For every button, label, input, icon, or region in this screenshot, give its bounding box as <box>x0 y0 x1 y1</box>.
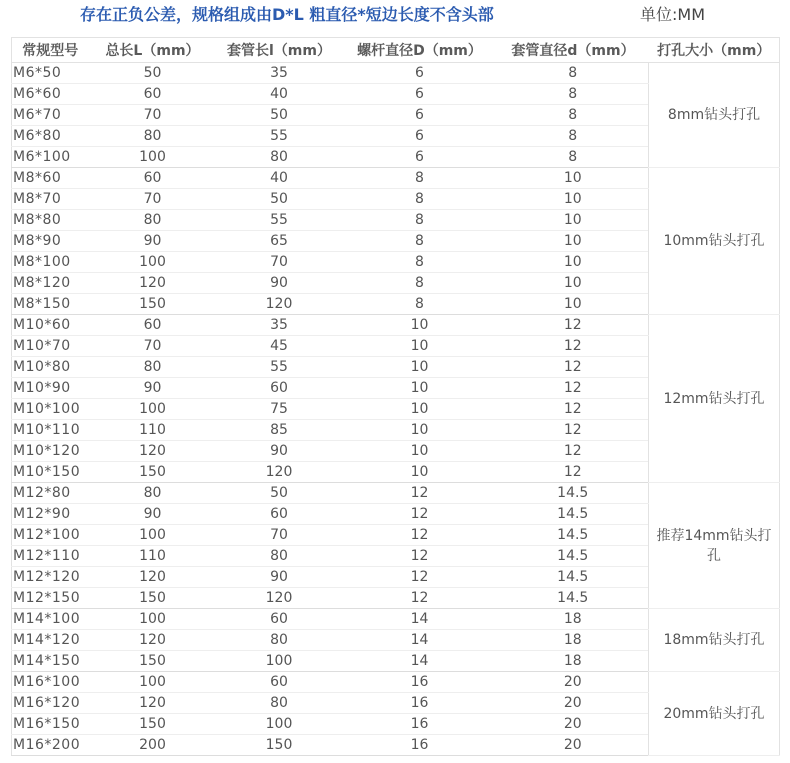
cell-model: M8*60 <box>12 168 89 189</box>
cell-bolt-diameter: 10 <box>342 441 498 462</box>
cell-sleeve-length: 120 <box>217 462 342 483</box>
cell-total-length: 100 <box>89 399 217 420</box>
cell-total-length: 150 <box>89 651 217 672</box>
cell-sleeve-diameter: 10 <box>498 210 649 231</box>
cell-sleeve-diameter: 14.5 <box>498 588 649 609</box>
cell-sleeve-diameter: 20 <box>498 693 649 714</box>
cell-model: M12*150 <box>12 588 89 609</box>
cell-bolt-diameter: 6 <box>342 63 498 84</box>
cell-sleeve-diameter: 10 <box>498 231 649 252</box>
page-header <box>0 0 790 32</box>
cell-total-length: 60 <box>89 84 217 105</box>
cell-total-length: 80 <box>89 483 217 504</box>
cell-model: M16*200 <box>12 735 89 756</box>
cell-total-length: 100 <box>89 252 217 273</box>
cell-sleeve-length: 50 <box>217 189 342 210</box>
cell-sleeve-length: 90 <box>217 441 342 462</box>
cell-bolt-diameter: 10 <box>342 336 498 357</box>
cell-model: M8*90 <box>12 231 89 252</box>
cell-model: M6*60 <box>12 84 89 105</box>
cell-model: M12*90 <box>12 504 89 525</box>
column-header-drill-size: 打孔大小（mm） <box>649 38 780 63</box>
column-header-model: 常规型号 <box>12 38 89 63</box>
cell-bolt-diameter: 16 <box>342 735 498 756</box>
cell-drill-size: 推荐14mm钻头打孔 <box>649 483 780 609</box>
cell-bolt-diameter: 8 <box>342 210 498 231</box>
cell-sleeve-diameter: 20 <box>498 672 649 693</box>
cell-bolt-diameter: 12 <box>342 525 498 546</box>
cell-sleeve-diameter: 10 <box>498 252 649 273</box>
cell-total-length: 70 <box>89 105 217 126</box>
cell-bolt-diameter: 8 <box>342 189 498 210</box>
cell-model: M14*120 <box>12 630 89 651</box>
cell-total-length: 100 <box>89 609 217 630</box>
cell-bolt-diameter: 14 <box>342 651 498 672</box>
table-body <box>12 63 780 756</box>
cell-model: M6*50 <box>12 63 89 84</box>
cell-sleeve-length: 35 <box>217 63 342 84</box>
column-header-bolt-diameter: 螺杆直径D（mm） <box>342 38 498 63</box>
cell-sleeve-diameter: 12 <box>498 441 649 462</box>
cell-sleeve-diameter: 8 <box>498 147 649 168</box>
cell-sleeve-length: 80 <box>217 630 342 651</box>
cell-drill-size: 12mm钻头打孔 <box>649 315 780 483</box>
cell-total-length: 150 <box>89 462 217 483</box>
cell-sleeve-length: 60 <box>217 378 342 399</box>
cell-model: M10*100 <box>12 399 89 420</box>
cell-model: M16*100 <box>12 672 89 693</box>
cell-total-length: 90 <box>89 231 217 252</box>
cell-model: M8*80 <box>12 210 89 231</box>
cell-bolt-diameter: 6 <box>342 105 498 126</box>
cell-sleeve-length: 120 <box>217 588 342 609</box>
cell-sleeve-length: 70 <box>217 525 342 546</box>
cell-sleeve-diameter: 18 <box>498 609 649 630</box>
cell-sleeve-length: 40 <box>217 84 342 105</box>
cell-total-length: 90 <box>89 504 217 525</box>
cell-sleeve-diameter: 14.5 <box>498 483 649 504</box>
cell-sleeve-diameter: 20 <box>498 735 649 756</box>
cell-drill-size: 8mm钻头打孔 <box>649 63 780 168</box>
column-header-sleeve-length: 套管长l（mm） <box>217 38 342 63</box>
cell-sleeve-length: 90 <box>217 273 342 294</box>
cell-bolt-diameter: 8 <box>342 231 498 252</box>
cell-model: M10*60 <box>12 315 89 336</box>
cell-total-length: 90 <box>89 378 217 399</box>
cell-total-length: 70 <box>89 189 217 210</box>
cell-model: M10*70 <box>12 336 89 357</box>
cell-model: M10*150 <box>12 462 89 483</box>
cell-bolt-diameter: 10 <box>342 462 498 483</box>
unit-label: 单位:MM <box>640 5 706 24</box>
cell-sleeve-diameter: 14.5 <box>498 504 649 525</box>
cell-total-length: 150 <box>89 294 217 315</box>
cell-sleeve-length: 100 <box>217 714 342 735</box>
cell-sleeve-length: 55 <box>217 357 342 378</box>
cell-total-length: 200 <box>89 735 217 756</box>
cell-bolt-diameter: 14 <box>342 630 498 651</box>
cell-total-length: 120 <box>89 441 217 462</box>
cell-model: M12*80 <box>12 483 89 504</box>
cell-model: M14*150 <box>12 651 89 672</box>
cell-total-length: 80 <box>89 210 217 231</box>
cell-sleeve-diameter: 12 <box>498 357 649 378</box>
cell-sleeve-diameter: 8 <box>498 126 649 147</box>
cell-bolt-diameter: 10 <box>342 378 498 399</box>
cell-sleeve-length: 75 <box>217 399 342 420</box>
cell-drill-size: 10mm钻头打孔 <box>649 168 780 315</box>
cell-sleeve-length: 55 <box>217 210 342 231</box>
cell-total-length: 70 <box>89 336 217 357</box>
cell-bolt-diameter: 10 <box>342 420 498 441</box>
cell-bolt-diameter: 16 <box>342 714 498 735</box>
cell-bolt-diameter: 8 <box>342 252 498 273</box>
cell-total-length: 100 <box>89 672 217 693</box>
cell-sleeve-length: 85 <box>217 420 342 441</box>
cell-bolt-diameter: 16 <box>342 672 498 693</box>
cell-model: M8*100 <box>12 252 89 273</box>
table-row <box>12 672 780 693</box>
cell-total-length: 80 <box>89 357 217 378</box>
cell-sleeve-length: 150 <box>217 735 342 756</box>
cell-sleeve-diameter: 14.5 <box>498 546 649 567</box>
cell-model: M8*70 <box>12 189 89 210</box>
cell-bolt-diameter: 6 <box>342 147 498 168</box>
cell-bolt-diameter: 12 <box>342 567 498 588</box>
table-row <box>12 315 780 336</box>
cell-model: M10*110 <box>12 420 89 441</box>
cell-sleeve-diameter: 12 <box>498 336 649 357</box>
table-row <box>12 63 780 84</box>
cell-sleeve-diameter: 8 <box>498 105 649 126</box>
cell-bolt-diameter: 14 <box>342 609 498 630</box>
cell-sleeve-length: 35 <box>217 315 342 336</box>
cell-model: M6*70 <box>12 105 89 126</box>
cell-bolt-diameter: 8 <box>342 168 498 189</box>
cell-total-length: 100 <box>89 147 217 168</box>
cell-sleeve-length: 60 <box>217 672 342 693</box>
table-header <box>12 38 780 63</box>
cell-sleeve-length: 65 <box>217 231 342 252</box>
cell-sleeve-diameter: 12 <box>498 315 649 336</box>
cell-sleeve-length: 50 <box>217 105 342 126</box>
cell-sleeve-length: 60 <box>217 504 342 525</box>
cell-sleeve-diameter: 8 <box>498 63 649 84</box>
cell-total-length: 120 <box>89 567 217 588</box>
cell-model: M16*120 <box>12 693 89 714</box>
cell-sleeve-diameter: 12 <box>498 420 649 441</box>
cell-sleeve-length: 80 <box>217 147 342 168</box>
cell-total-length: 80 <box>89 126 217 147</box>
cell-model: M6*100 <box>12 147 89 168</box>
cell-sleeve-length: 45 <box>217 336 342 357</box>
cell-sleeve-diameter: 14.5 <box>498 525 649 546</box>
cell-sleeve-diameter: 12 <box>498 462 649 483</box>
cell-total-length: 60 <box>89 315 217 336</box>
cell-sleeve-diameter: 18 <box>498 630 649 651</box>
cell-bolt-diameter: 8 <box>342 294 498 315</box>
cell-total-length: 120 <box>89 693 217 714</box>
cell-total-length: 120 <box>89 273 217 294</box>
cell-bolt-diameter: 10 <box>342 357 498 378</box>
cell-total-length: 150 <box>89 588 217 609</box>
cell-sleeve-diameter: 12 <box>498 378 649 399</box>
table-row <box>12 168 780 189</box>
cell-model: M14*100 <box>12 609 89 630</box>
cell-bolt-diameter: 12 <box>342 504 498 525</box>
cell-total-length: 100 <box>89 525 217 546</box>
cell-model: M10*80 <box>12 357 89 378</box>
cell-sleeve-diameter: 10 <box>498 168 649 189</box>
cell-sleeve-diameter: 12 <box>498 399 649 420</box>
cell-model: M6*80 <box>12 126 89 147</box>
cell-total-length: 110 <box>89 420 217 441</box>
cell-sleeve-length: 55 <box>217 126 342 147</box>
cell-model: M16*150 <box>12 714 89 735</box>
cell-drill-size: 20mm钻头打孔 <box>649 672 780 756</box>
cell-sleeve-diameter: 10 <box>498 273 649 294</box>
cell-model: M12*100 <box>12 525 89 546</box>
cell-bolt-diameter: 8 <box>342 273 498 294</box>
cell-sleeve-length: 90 <box>217 567 342 588</box>
cell-total-length: 150 <box>89 714 217 735</box>
cell-bolt-diameter: 6 <box>342 84 498 105</box>
cell-sleeve-length: 70 <box>217 252 342 273</box>
table-row <box>12 609 780 630</box>
cell-total-length: 60 <box>89 168 217 189</box>
cell-sleeve-length: 80 <box>217 546 342 567</box>
cell-sleeve-diameter: 14.5 <box>498 567 649 588</box>
cell-sleeve-length: 60 <box>217 609 342 630</box>
cell-bolt-diameter: 12 <box>342 588 498 609</box>
cell-total-length: 110 <box>89 546 217 567</box>
header-row <box>12 38 780 63</box>
cell-model: M10*90 <box>12 378 89 399</box>
cell-total-length: 120 <box>89 630 217 651</box>
cell-sleeve-length: 120 <box>217 294 342 315</box>
cell-bolt-diameter: 10 <box>342 315 498 336</box>
cell-bolt-diameter: 16 <box>342 693 498 714</box>
spec-table <box>11 37 780 756</box>
cell-total-length: 50 <box>89 63 217 84</box>
cell-sleeve-length: 80 <box>217 693 342 714</box>
column-header-sleeve-diameter: 套管直径d（mm） <box>498 38 649 63</box>
cell-sleeve-diameter: 18 <box>498 651 649 672</box>
cell-sleeve-length: 100 <box>217 651 342 672</box>
page-title: 存在正负公差，规格组成由D*L 粗直径*短边长度不含头部 <box>80 5 494 24</box>
cell-sleeve-length: 50 <box>217 483 342 504</box>
cell-sleeve-diameter: 10 <box>498 294 649 315</box>
cell-sleeve-diameter: 10 <box>498 189 649 210</box>
table-row <box>12 483 780 504</box>
cell-bolt-diameter: 10 <box>342 399 498 420</box>
cell-bolt-diameter: 6 <box>342 126 498 147</box>
cell-model: M8*150 <box>12 294 89 315</box>
cell-sleeve-length: 40 <box>217 168 342 189</box>
cell-model: M8*120 <box>12 273 89 294</box>
cell-bolt-diameter: 12 <box>342 483 498 504</box>
column-header-total-length: 总长L（mm） <box>89 38 217 63</box>
cell-bolt-diameter: 12 <box>342 546 498 567</box>
cell-model: M12*120 <box>12 567 89 588</box>
cell-model: M10*120 <box>12 441 89 462</box>
cell-model: M12*110 <box>12 546 89 567</box>
cell-sleeve-diameter: 8 <box>498 84 649 105</box>
cell-drill-size: 18mm钻头打孔 <box>649 609 780 672</box>
cell-sleeve-diameter: 20 <box>498 714 649 735</box>
